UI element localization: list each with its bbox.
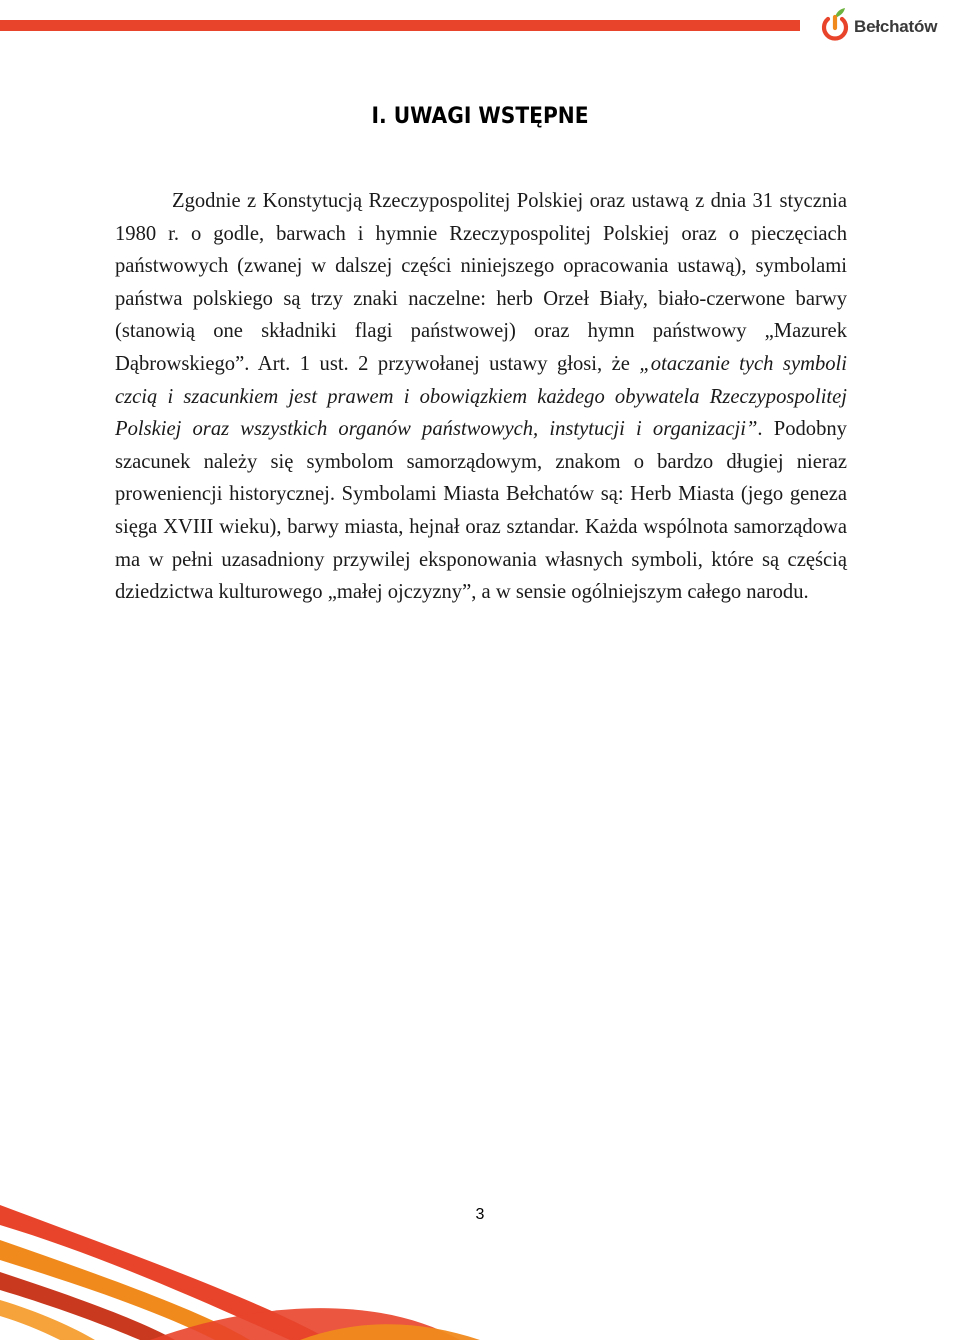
page-number: 3: [475, 1206, 485, 1223]
logo-text: Bełchatów: [854, 17, 938, 36]
intro-paragraph: [115, 185, 847, 609]
decorative-ribbons: [0, 1180, 500, 1340]
paragraph-text-part1: Zgodnie z Konstytucją Rzeczypospolitej Polskiej oraz ustawą z dnia 31 stycznia 1980 r. o godle, barwach i hymnie Rzeczypospolitej Polskiej oraz o pieczęciach państwowych (zwanej w dalszej części niniejszego opracowania ustawą), symbolami państwa polskiego są trzy znaki naczelne: herb Orzeł Biały, biało-czerwone barwy (stanowią one składniki flagi państwowej) oraz hymn państwowy „Mazurek Dąbrowskiego”. Art. 1 ust. 2 przywołanej ustawy głosi, że: [115, 190, 847, 375]
city-logo: [818, 4, 948, 44]
section-heading: I. UWAGI WSTĘPNE: [371, 104, 589, 129]
header-accent-bar: [0, 20, 800, 31]
paragraph-text-part2: . Podobny szacunek należy się symbolom samorządowym, znakom o bardzo długiej nieraz proweniencji historycznej. Symbolami Miasta Bełchatów są: Herb Miasta (jego geneza sięga XVIII wieku), barwy miasta, hejnał oraz sztandar. Każda wspólnota samorządowa ma w pełni uzasadniony przywilej eksponowania własnych symboli, które są częścią dziedzictwa kulturowego „małej ojczyzny”, a w sensie ogólniejszym całego narodu.: [115, 418, 847, 604]
power-apple-icon: [818, 6, 852, 42]
paragraph-quote: „otaczanie tych symboli czcią i szacunkiem jest prawem i obowiązkiem każdego obywatela Rzeczypospolitej Polskiej oraz wszystkich organów państwowych, instytucji i organizacji”: [115, 352, 847, 441]
